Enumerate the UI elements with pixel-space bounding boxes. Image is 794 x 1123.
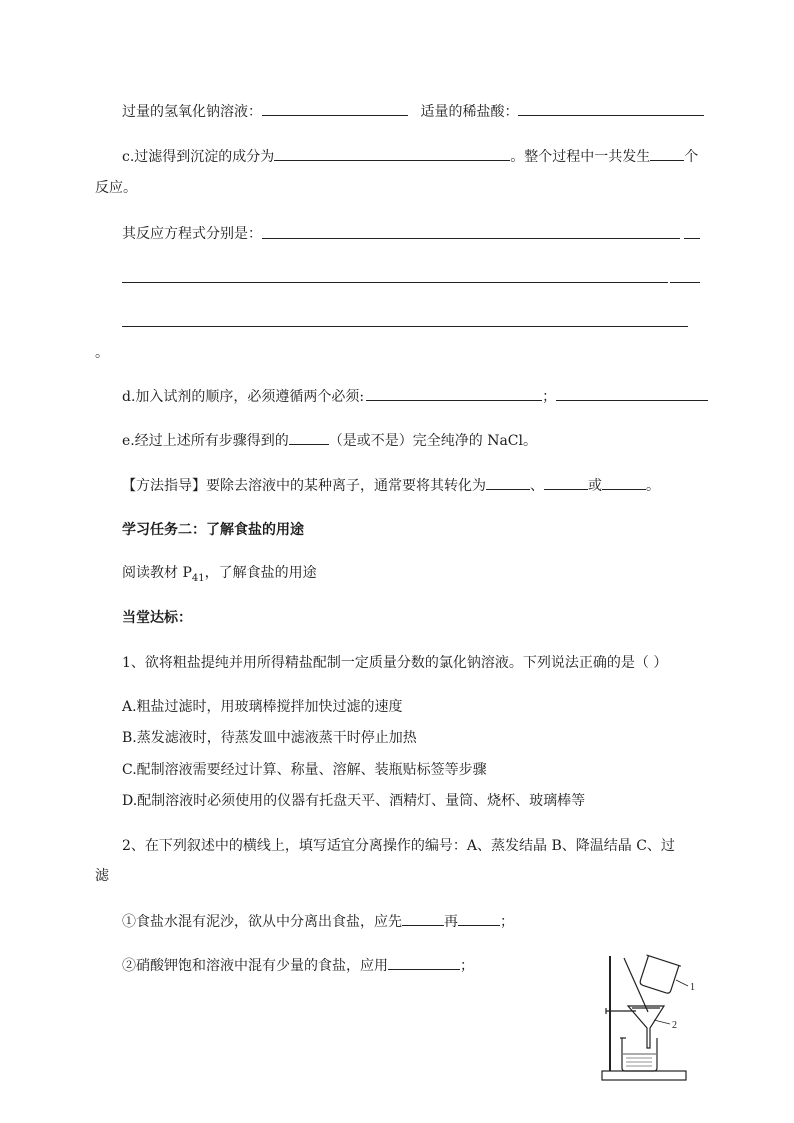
line-reaction: 反应。	[95, 180, 137, 196]
blank[interactable]	[366, 386, 542, 401]
blank[interactable]	[274, 146, 510, 161]
q1-option-c[interactable]: C.配制溶液需要经过计算、称量、溶解、装瓶贴标签等步骤	[122, 762, 487, 778]
answer-line[interactable]	[684, 238, 700, 239]
answer-line[interactable]	[670, 282, 700, 283]
beaker-pouring	[637, 955, 681, 995]
blank[interactable]	[388, 955, 460, 970]
blank[interactable]	[544, 475, 588, 490]
q2-stem: 2、在下列叙述中的横线上，填写适宜分离操作的编号：A、蒸发结晶 B、降温结晶 C、过	[122, 838, 675, 854]
blank[interactable]	[602, 475, 646, 490]
task2-heading: 学习任务二：了解食盐的用途	[122, 522, 304, 538]
funnel	[628, 1006, 664, 1048]
blank[interactable]	[518, 101, 704, 116]
method-guide: 【方法指导】要除去溶液中的某种离子，通常要将其转化为 、 或 。	[122, 475, 660, 496]
filtration-apparatus-figure	[592, 952, 702, 1084]
line-equations-label: 其反应方程式分别是：	[122, 226, 262, 242]
q2-item-2: ②硝酸钾饱和溶液中混有少量的食盐，应用 ；	[122, 955, 474, 976]
practice-heading: 当堂达标：	[122, 610, 192, 626]
blank[interactable]	[486, 475, 530, 490]
q1-option-a[interactable]: A.粗盐过滤时，用玻璃棒搅拌加快过滤的速度	[122, 699, 403, 715]
leader-line-1	[676, 980, 688, 986]
line-precipitate: c.过滤得到沉淀的成分为 。整个过程中一共发生 个	[122, 146, 698, 167]
line-naoh-hcl: 过量的氢氧化钠溶液： 适量的稀盐酸：	[122, 101, 704, 122]
line-order: d.加入试剂的顺序，必须遵循两个必须: ；	[122, 386, 708, 407]
q1-option-b[interactable]: B.蒸发滤液时，待蒸发皿中滤液蒸干时停止加热	[122, 730, 417, 746]
figure-label-2: 2	[672, 1020, 677, 1031]
answer-line[interactable]	[122, 282, 668, 283]
glass-rod	[624, 958, 648, 1012]
task2-reading: 阅读教材 $P_{41}$，了解食盐的用途	[122, 565, 317, 584]
q2-stem-cont: 滤	[95, 868, 109, 884]
blank[interactable]	[262, 101, 408, 116]
q1-stem: 1、欲将粗盐提纯并用所得精盐配制一定质量分数的氯化钠溶液。下列说法正确的是（ ）	[122, 655, 668, 671]
q2-item-1: ①食盐水混有泥沙，欲从中分离出食盐，应先 再 ；	[122, 911, 514, 932]
blank[interactable]	[402, 911, 444, 926]
answer-line[interactable]	[262, 238, 680, 239]
q1-option-d[interactable]: D.配制溶液时必须使用的仪器有托盘天平、酒精灯、量筒、烧杯、玻璃棒等	[122, 793, 586, 809]
leader-line-2	[654, 1020, 670, 1024]
answer-line[interactable]	[122, 326, 688, 327]
blank[interactable]	[458, 911, 500, 926]
line-pure-nacl: e.经过上述所有步骤得到的 （是或不是）完全纯净的 NaCl。	[122, 430, 537, 451]
blank[interactable]	[650, 146, 684, 161]
blank[interactable]	[556, 386, 708, 401]
stand-base	[602, 1071, 686, 1080]
figure-label-1: 1	[690, 982, 695, 993]
period: 。	[95, 345, 109, 361]
blank[interactable]	[289, 430, 329, 445]
